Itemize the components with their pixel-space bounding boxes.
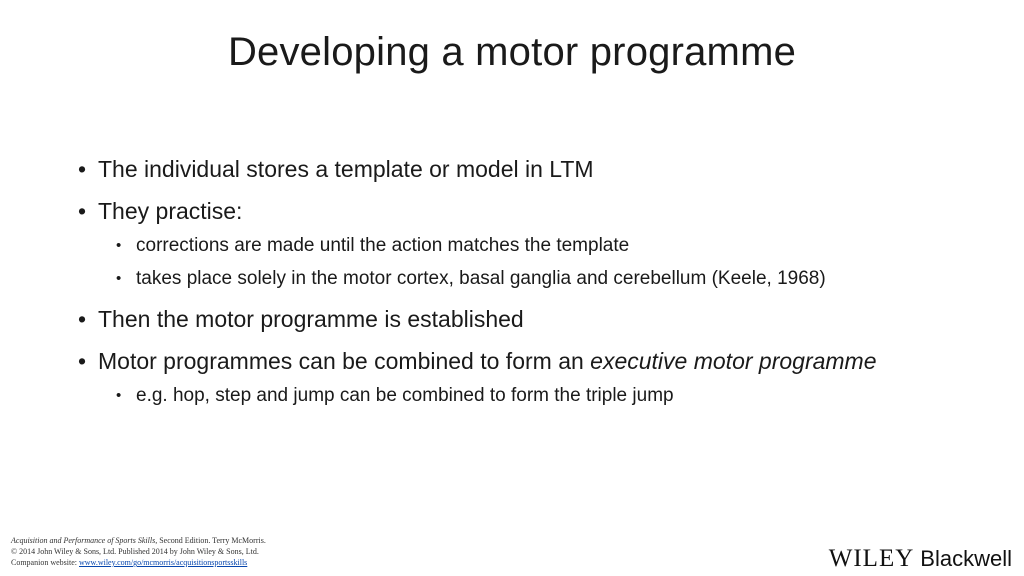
sub-bullet-item — [78, 382, 918, 409]
bullet-item — [78, 197, 918, 226]
bullet-dot-icon: • — [116, 270, 122, 287]
bullet-text: Motor programmes can be combined to form an — [98, 348, 591, 374]
slide-title: Developing a motor programme — [227, 30, 797, 74]
book-edition: , Second Edition. Terry McMorris. — [155, 536, 266, 545]
citation-line-1 — [11, 535, 266, 546]
sub-bullet-text: corrections are made until the action matches the template — [136, 235, 630, 256]
sub-bullet-text: e.g. hop, step and jump can be combined to form the triple jump — [136, 385, 674, 406]
bullet-dot-icon: • — [78, 348, 87, 374]
bullet-dot-icon: • — [78, 198, 87, 224]
logo-blackwell: Blackwell — [920, 546, 1012, 571]
website-label: Companion website: — [11, 558, 79, 567]
bullet-dot-icon: • — [116, 387, 122, 404]
bullet-text: They practise: — [98, 198, 243, 224]
sub-bullet-item — [78, 232, 918, 259]
copyright-line: © 2014 John Wiley & Sons, Ltd. Published 2014 by John Wiley & Sons, Ltd. — [11, 547, 259, 556]
bullet-item — [78, 347, 918, 376]
sub-bullet-text: takes place solely in the motor cortex, basal ganglia and cerebellum (Keele, 1968) — [136, 268, 826, 289]
bullet-text: Then the motor programme is established — [98, 306, 524, 332]
logo-wiley: WILEY — [828, 545, 915, 572]
sub-bullet-item — [78, 265, 918, 292]
bullet-text: The individual stores a template or model in LTM — [98, 156, 594, 182]
bullet-dot-icon: • — [78, 156, 87, 182]
bullet-item — [78, 155, 918, 184]
website-line — [11, 557, 266, 568]
bullet-list — [78, 155, 918, 415]
citation-footer — [11, 535, 266, 568]
bullet-dot-icon: • — [116, 237, 122, 254]
bullet-item — [78, 305, 918, 334]
book-title: Acquisition and Performance of Sports Skills — [11, 536, 156, 545]
bullet-dot-icon: • — [78, 306, 87, 332]
companion-website-link[interactable]: www.wiley.com/go/mcmorris/acquisitionsportsskills — [79, 558, 248, 567]
bullet-text-emphasis: executive motor programme — [590, 348, 877, 374]
wiley-blackwell-logo — [829, 545, 1012, 573]
